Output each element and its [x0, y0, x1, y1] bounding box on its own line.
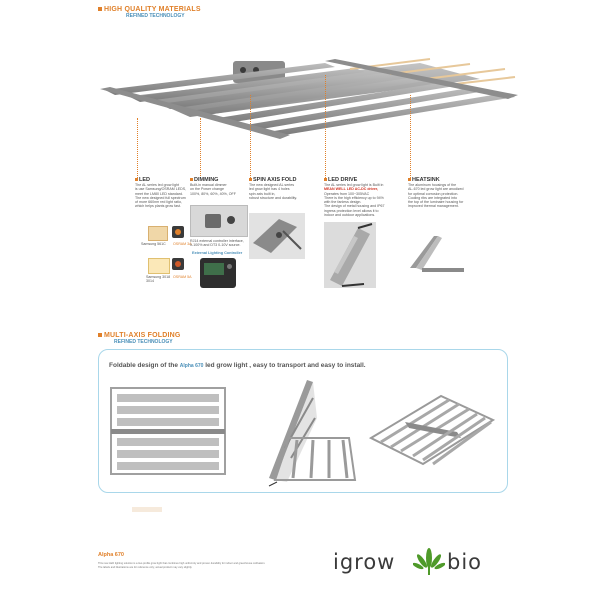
- light-bars: [105, 59, 515, 135]
- feature-led: [135, 177, 197, 209]
- led-driver-image: [324, 222, 376, 288]
- cannabis-leaf-icon: [413, 548, 445, 576]
- feature-line: 0-100% and DT3 0-10V source.: [190, 243, 241, 248]
- feature-line: for optimal corrosion protection.: [408, 191, 459, 196]
- feature-line: indoor and outdoor applications.: [324, 213, 376, 218]
- decorative-smudge: [132, 507, 162, 512]
- feature-line: ingress protection level allows it to: [324, 208, 379, 213]
- caption-suffix: led grow light , easy to transport and easy to install.: [205, 362, 366, 369]
- chip-label: OSRAM 5A: [173, 275, 192, 279]
- feature-line: The design of metal housing and IP67: [324, 204, 385, 209]
- chip-label: Samsung 3018 3014: [146, 275, 171, 283]
- fine-print-line: This new LED lighting solution is a low-profile grow light that combines high uniformity and proven durability for indoor and greenhouse cultivation.: [98, 562, 266, 565]
- feature-line: MEAN WELL LED AC-DC driver,: [324, 187, 379, 192]
- callout-line-led: [137, 118, 138, 178]
- feature-dimming: [190, 177, 250, 196]
- folded-flat-view-image: [109, 386, 229, 478]
- bullet-square-icon: [98, 7, 102, 11]
- feature-line: 100%, 80%, 60%, 40%, OFF: [190, 191, 236, 196]
- feature-title-text: LED DRIVE: [328, 177, 358, 183]
- folding-header: [98, 332, 181, 345]
- footer-fine-print: [98, 562, 328, 569]
- fine-print-line: The labels and illustrations are for reference only; actual product may vary slightly.: [98, 565, 193, 569]
- callout-line-dimming: [200, 118, 201, 178]
- section-title-text: MULTI-AXIS FOLDING: [104, 332, 181, 339]
- feature-body: [324, 183, 406, 217]
- feature-title-text: SPIN AXIS FOLD: [253, 177, 297, 183]
- feature-line: RJ14 external controller interface,: [190, 239, 244, 243]
- feature-line: improved thermal management.: [408, 204, 459, 209]
- osram-5a-chip-image: [172, 258, 184, 270]
- callout-line-driver: [325, 75, 326, 178]
- feature-line: of more 660nm red light ratio,: [135, 200, 182, 205]
- feature-line: The AL series led grow light is Built in: [324, 183, 384, 187]
- feature-body: [190, 183, 250, 196]
- feature-line: The aluminum housings of the: [408, 183, 457, 187]
- feature-title-text: DIMMING: [194, 177, 219, 183]
- feature-body: [135, 183, 197, 209]
- heatsink-profile-image: [408, 232, 468, 272]
- brand-logo-right-text: bio: [447, 550, 483, 574]
- feature-led-drive: [324, 177, 406, 217]
- grow-light-hero-image: [100, 55, 520, 150]
- feature-body: [408, 183, 500, 209]
- feature-line: is use Samsung/OSRAM LEDS,: [135, 187, 187, 192]
- callout-line-heatsink: [410, 95, 411, 178]
- caption-model: Alpha 670: [179, 363, 204, 369]
- brand-logo-left-text: igrow: [333, 550, 396, 574]
- feature-line: meet the LM80 LED standard.: [135, 191, 183, 196]
- footer-model: Alpha 670: [98, 552, 124, 558]
- feature-heatsink: [408, 177, 500, 209]
- bullet-square-icon: [408, 178, 411, 181]
- folding-caption: [109, 362, 366, 369]
- bullet-square-icon: [98, 333, 102, 337]
- caption-prefix: Foldable design of the: [109, 362, 178, 369]
- feature-line: with the fanless design.: [324, 200, 362, 205]
- unfolded-perspective-view-image: [367, 390, 497, 470]
- feature-line: The new designed full spectrum: [135, 195, 186, 200]
- feature-line: The AL series led grow light: [135, 183, 180, 187]
- feature-line: There is the high efficiency up to 94%: [324, 195, 384, 200]
- brand-logo: [333, 548, 503, 578]
- samsung-561c-chip-image: [148, 226, 168, 241]
- section-title: [98, 6, 201, 13]
- feature-line: which helps plants grow fast.: [135, 204, 181, 209]
- feature-line: Operates from 100~305VAC: [324, 191, 370, 196]
- bullet-square-icon: [249, 178, 252, 181]
- feature-line: AL-670 led grow light are anodized: [408, 187, 464, 192]
- feature-line: Cooling ribs are integrated into: [408, 195, 457, 200]
- feature-line: The new designed AL series: [249, 183, 295, 187]
- feature-title-text: LED: [139, 177, 150, 183]
- half-folded-view-image: [257, 378, 361, 488]
- feature-body: [249, 183, 319, 200]
- section-subtitle: REFINED TECHNOLOGY: [126, 13, 185, 19]
- controller-label: External Lighting Controller: [192, 251, 243, 255]
- callout-line-spin-axis: [250, 95, 251, 178]
- feature-line: spin axis built in,: [249, 191, 276, 196]
- folding-panel: [98, 349, 508, 493]
- feature-title-text: HEATSINK: [412, 177, 440, 183]
- spin-axis-hinge-image: [249, 213, 305, 259]
- section-title-text: HIGH QUALITY MATERIALS: [104, 6, 201, 13]
- chip-label: OSRAM 3A: [173, 242, 192, 246]
- feature-spin-axis-fold: [249, 177, 319, 200]
- bullet-square-icon: [324, 178, 327, 181]
- dimmer-knob-image: [190, 205, 248, 237]
- bullet-square-icon: [190, 178, 193, 181]
- feature-line: the top of the luminaire housing for: [408, 200, 464, 205]
- feature-line: Built-in manual dimmer: [190, 183, 227, 187]
- samsung-3018-chip-image: [148, 258, 170, 274]
- section-title: [98, 332, 181, 339]
- chip-label: Samsung 561C: [141, 242, 166, 246]
- osram-3a-chip-image: [172, 226, 184, 238]
- external-controller-image: [200, 258, 236, 288]
- feature-line: robust structure and durability.: [249, 195, 298, 200]
- feature-line: on the Power change: [190, 187, 224, 192]
- bullet-square-icon: [135, 178, 138, 181]
- header: [98, 6, 201, 19]
- dimming-extra: [190, 239, 252, 248]
- feature-line: led grow light has 4 holes: [249, 187, 290, 192]
- section-subtitle: REFINED TECHNOLOGY: [114, 339, 173, 345]
